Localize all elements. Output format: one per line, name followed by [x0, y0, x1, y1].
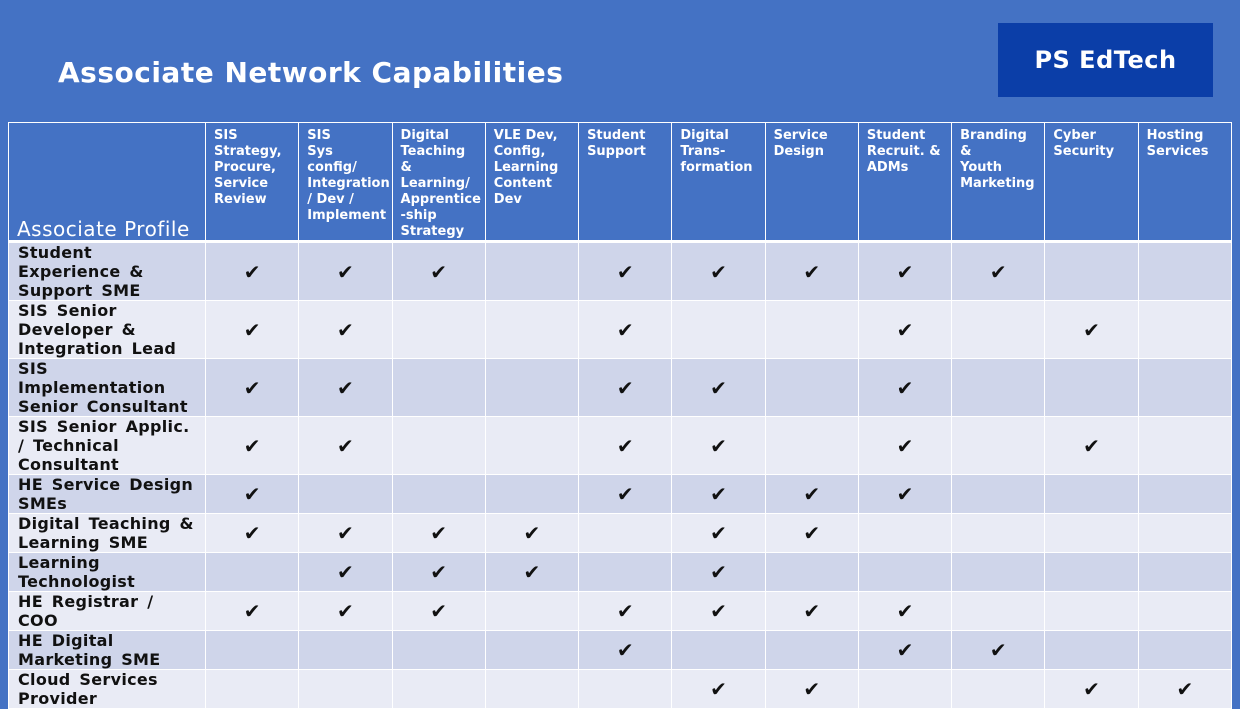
checkmark-icon: ✔	[1045, 417, 1138, 475]
empty-cell	[579, 553, 672, 592]
empty-cell	[392, 301, 485, 359]
column-header: Student Recruit. & ADMs	[858, 123, 951, 242]
empty-cell	[858, 514, 951, 553]
empty-cell	[858, 553, 951, 592]
empty-cell	[1045, 553, 1138, 592]
checkmark-icon: ✔	[672, 514, 765, 553]
checkmark-icon: ✔	[392, 553, 485, 592]
empty-cell	[485, 670, 578, 709]
checkmark-icon: ✔	[858, 417, 951, 475]
column-header: Digital Teaching & Learning/ Apprentice -ship Strategy	[392, 123, 485, 242]
empty-cell	[765, 417, 858, 475]
checkmark-icon: ✔	[206, 514, 299, 553]
checkmark-icon: ✔	[765, 475, 858, 514]
empty-cell	[952, 670, 1045, 709]
header-row	[9, 123, 1232, 242]
empty-cell	[952, 301, 1045, 359]
checkmark-icon: ✔	[299, 514, 392, 553]
empty-cell	[1045, 631, 1138, 670]
empty-cell	[485, 592, 578, 631]
checkmark-icon: ✔	[299, 417, 392, 475]
associate-profile-cell: Learning Technologist	[9, 553, 206, 592]
table-row	[9, 359, 1232, 417]
column-header: Student Support	[579, 123, 672, 242]
checkmark-icon: ✔	[299, 553, 392, 592]
associate-profile-cell: SIS Senior Developer & Integration Lead	[9, 301, 206, 359]
checkmark-icon: ✔	[858, 359, 951, 417]
checkmark-icon: ✔	[579, 301, 672, 359]
checkmark-icon: ✔	[485, 553, 578, 592]
checkmark-icon: ✔	[858, 475, 951, 514]
table-row	[9, 242, 1232, 301]
empty-cell	[1138, 417, 1231, 475]
associate-profile-cell: Student Experience & Support SME	[9, 242, 206, 301]
empty-cell	[952, 553, 1045, 592]
empty-cell	[299, 475, 392, 514]
empty-cell	[485, 242, 578, 301]
checkmark-icon: ✔	[1045, 301, 1138, 359]
table-row	[9, 553, 1232, 592]
checkmark-icon: ✔	[579, 242, 672, 301]
empty-cell	[392, 359, 485, 417]
empty-cell	[299, 631, 392, 670]
empty-cell	[1045, 592, 1138, 631]
empty-cell	[765, 631, 858, 670]
associate-profile-cell: HE Service Design SMEs	[9, 475, 206, 514]
checkmark-icon: ✔	[858, 631, 951, 670]
empty-cell	[485, 417, 578, 475]
checkmark-icon: ✔	[299, 359, 392, 417]
checkmark-icon: ✔	[672, 359, 765, 417]
column-header: SIS Sys config/ Integration / Dev / Implement	[299, 123, 392, 242]
empty-cell	[1138, 553, 1231, 592]
table-row	[9, 631, 1232, 670]
checkmark-icon: ✔	[672, 475, 765, 514]
table-header	[9, 123, 1232, 242]
empty-cell	[206, 553, 299, 592]
checkmark-icon: ✔	[392, 242, 485, 301]
empty-cell	[485, 475, 578, 514]
empty-cell	[485, 631, 578, 670]
checkmark-icon: ✔	[858, 592, 951, 631]
table-row	[9, 592, 1232, 631]
empty-cell	[1138, 514, 1231, 553]
checkmark-icon: ✔	[579, 417, 672, 475]
empty-cell	[952, 359, 1045, 417]
checkmark-icon: ✔	[672, 553, 765, 592]
empty-cell	[672, 631, 765, 670]
empty-cell	[579, 514, 672, 553]
checkmark-icon: ✔	[206, 475, 299, 514]
checkmark-icon: ✔	[858, 301, 951, 359]
empty-cell	[1045, 359, 1138, 417]
page-title: Associate Network Capabilities	[58, 56, 564, 89]
table-row	[9, 417, 1232, 475]
checkmark-icon: ✔	[765, 242, 858, 301]
checkmark-icon: ✔	[206, 242, 299, 301]
brand-logo	[998, 23, 1213, 97]
checkmark-icon: ✔	[952, 242, 1045, 301]
empty-cell	[1045, 242, 1138, 301]
empty-cell	[1045, 475, 1138, 514]
checkmark-icon: ✔	[765, 514, 858, 553]
empty-cell	[392, 670, 485, 709]
empty-cell	[858, 670, 951, 709]
checkmark-icon: ✔	[672, 670, 765, 709]
checkmark-icon: ✔	[579, 631, 672, 670]
checkmark-icon: ✔	[1045, 670, 1138, 709]
checkmark-icon: ✔	[299, 301, 392, 359]
empty-cell	[1138, 631, 1231, 670]
empty-cell	[1045, 514, 1138, 553]
empty-cell	[952, 514, 1045, 553]
empty-cell	[952, 592, 1045, 631]
checkmark-icon: ✔	[206, 592, 299, 631]
empty-cell	[1138, 301, 1231, 359]
associate-profile-cell: HE Digital Marketing SME	[9, 631, 206, 670]
associate-profile-cell: Cloud Services Provider	[9, 670, 206, 709]
empty-cell	[299, 670, 392, 709]
empty-cell	[485, 301, 578, 359]
capabilities-table	[8, 122, 1232, 709]
empty-cell	[765, 301, 858, 359]
checkmark-icon: ✔	[672, 417, 765, 475]
associate-profile-cell: SIS Implementation Senior Consultant	[9, 359, 206, 417]
checkmark-icon: ✔	[392, 514, 485, 553]
associate-profile-cell: HE Registrar / COO	[9, 592, 206, 631]
checkmark-icon: ✔	[299, 242, 392, 301]
checkmark-icon: ✔	[952, 631, 1045, 670]
table-row	[9, 514, 1232, 553]
checkmark-icon: ✔	[672, 242, 765, 301]
empty-cell	[672, 301, 765, 359]
checkmark-icon: ✔	[485, 514, 578, 553]
empty-cell	[392, 475, 485, 514]
empty-cell	[206, 670, 299, 709]
empty-cell	[579, 670, 672, 709]
checkmark-icon: ✔	[579, 359, 672, 417]
associate-profile-cell: Digital Teaching & Learning SME	[9, 514, 206, 553]
table-row	[9, 301, 1232, 359]
table-row	[9, 475, 1232, 514]
checkmark-icon: ✔	[206, 359, 299, 417]
column-header: SIS Strategy, Procure, Service Review	[206, 123, 299, 242]
checkmark-icon: ✔	[392, 592, 485, 631]
checkmark-icon: ✔	[765, 592, 858, 631]
checkmark-icon: ✔	[672, 592, 765, 631]
checkmark-icon: ✔	[299, 592, 392, 631]
checkmark-icon: ✔	[579, 475, 672, 514]
checkmark-icon: ✔	[206, 301, 299, 359]
empty-cell	[952, 475, 1045, 514]
brand-logo-text: PS EdTech	[1034, 46, 1177, 74]
empty-cell	[392, 631, 485, 670]
empty-cell	[765, 553, 858, 592]
empty-cell	[1138, 359, 1231, 417]
checkmark-icon: ✔	[858, 242, 951, 301]
table-row	[9, 670, 1232, 709]
empty-cell	[206, 631, 299, 670]
empty-cell	[1138, 242, 1231, 301]
associate-profile-header: Associate Profile	[9, 123, 206, 242]
checkmark-icon: ✔	[579, 592, 672, 631]
table-body	[9, 242, 1232, 709]
column-header: Hosting Services	[1138, 123, 1231, 242]
empty-cell	[485, 359, 578, 417]
empty-cell	[952, 417, 1045, 475]
checkmark-icon: ✔	[206, 417, 299, 475]
checkmark-icon: ✔	[765, 670, 858, 709]
column-header: Cyber Security	[1045, 123, 1138, 242]
column-header: Digital Trans- formation	[672, 123, 765, 242]
column-header: VLE Dev, Config, Learning Content Dev	[485, 123, 578, 242]
empty-cell	[765, 359, 858, 417]
column-header: Branding & Youth Marketing	[952, 123, 1045, 242]
column-header: Service Design	[765, 123, 858, 242]
empty-cell	[1138, 592, 1231, 631]
empty-cell	[1138, 475, 1231, 514]
associate-profile-cell: SIS Senior Applic. / Technical Consultant	[9, 417, 206, 475]
checkmark-icon: ✔	[1138, 670, 1231, 709]
empty-cell	[392, 417, 485, 475]
